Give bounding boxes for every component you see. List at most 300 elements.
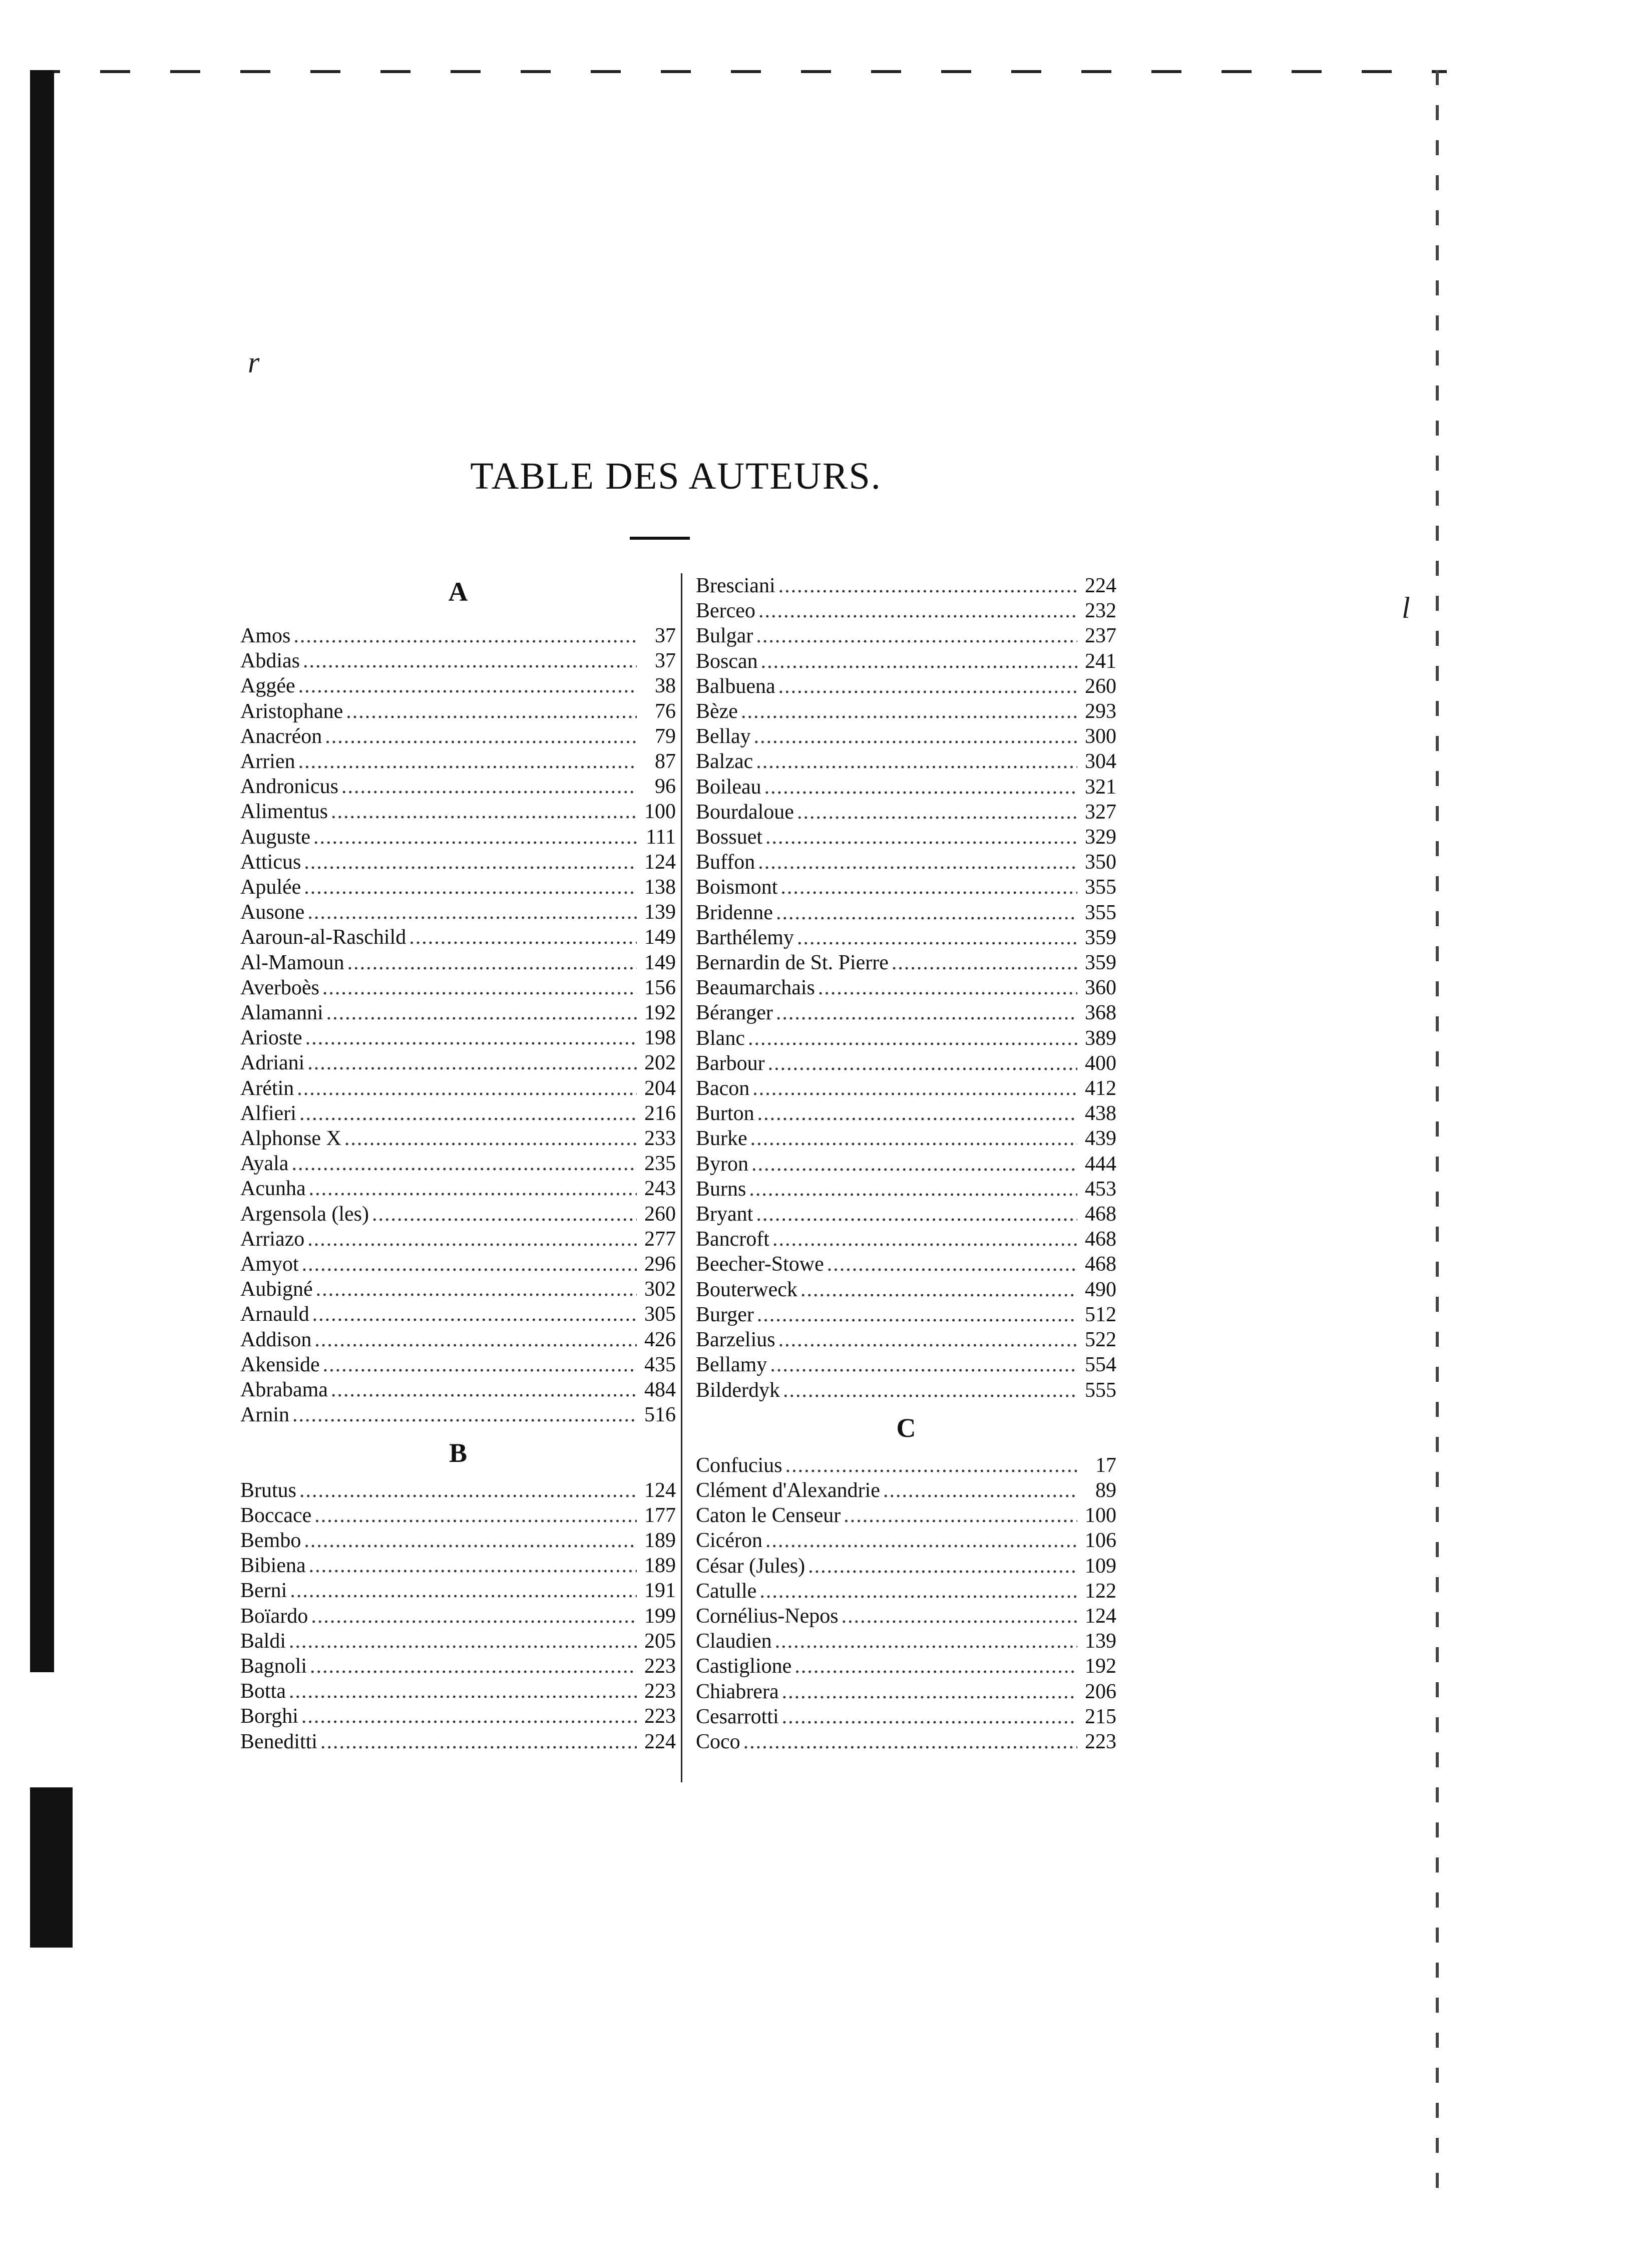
page-number: 412 bbox=[1085, 1077, 1116, 1100]
page-number: 189 bbox=[644, 1529, 676, 1552]
index-entry bbox=[696, 1076, 1116, 1101]
index-entry bbox=[696, 950, 1116, 975]
author-name: Boccace bbox=[240, 1503, 312, 1527]
author-name: Alimentus bbox=[240, 800, 328, 824]
author-name: Bresciani bbox=[696, 574, 775, 597]
dot-leader bbox=[818, 975, 1077, 1000]
index-entry bbox=[240, 1151, 676, 1176]
dot-leader bbox=[309, 1553, 637, 1578]
index-entry bbox=[240, 850, 676, 875]
author-name: Ausone bbox=[240, 901, 305, 924]
index-entry bbox=[240, 1402, 676, 1427]
page-number: 555 bbox=[1085, 1378, 1116, 1402]
dot-leader bbox=[776, 900, 1077, 925]
page-number: 224 bbox=[1085, 574, 1116, 597]
page-number: 111 bbox=[646, 825, 676, 849]
index-entry bbox=[240, 1528, 676, 1553]
dot-leader bbox=[314, 1327, 637, 1352]
dot-leader bbox=[782, 1704, 1077, 1729]
index-entry bbox=[696, 925, 1116, 950]
page-number: 241 bbox=[1085, 649, 1116, 673]
page-number: 79 bbox=[655, 724, 676, 748]
author-name: Balbuena bbox=[696, 674, 775, 698]
dot-leader bbox=[757, 1302, 1077, 1327]
page-number: 490 bbox=[1085, 1278, 1116, 1301]
page-number: 237 bbox=[1085, 624, 1116, 648]
dot-leader bbox=[782, 1679, 1077, 1704]
author-name: César (Jules) bbox=[696, 1554, 805, 1578]
page-number: 389 bbox=[1085, 1026, 1116, 1050]
page-number: 139 bbox=[1085, 1630, 1116, 1653]
page-left-binding-edge bbox=[30, 70, 54, 1672]
dot-leader bbox=[842, 1604, 1077, 1629]
dot-leader bbox=[759, 1579, 1077, 1604]
dot-leader bbox=[313, 825, 637, 850]
dot-leader bbox=[741, 699, 1077, 724]
author-name: Alphonse X bbox=[240, 1127, 341, 1151]
author-name: Boïardo bbox=[240, 1604, 308, 1628]
index-entry bbox=[240, 799, 676, 824]
author-name: Averboès bbox=[240, 976, 319, 999]
page-number: 122 bbox=[1085, 1579, 1116, 1603]
index-entry bbox=[696, 1629, 1116, 1654]
index-entry bbox=[240, 1101, 676, 1126]
index-entry bbox=[240, 1327, 676, 1352]
dot-leader bbox=[291, 1151, 637, 1176]
index-entry bbox=[696, 1227, 1116, 1252]
dot-leader bbox=[892, 950, 1077, 975]
author-name: Bellamy bbox=[696, 1353, 767, 1377]
dot-leader bbox=[293, 623, 637, 648]
author-name: Castiglione bbox=[696, 1655, 792, 1678]
author-name: Beecher-Stowe bbox=[696, 1253, 824, 1276]
dot-leader bbox=[797, 800, 1077, 825]
section-letter: A bbox=[448, 577, 468, 607]
author-name: Clément d'Alexandrie bbox=[696, 1478, 880, 1502]
dot-leader bbox=[331, 799, 637, 824]
index-entry bbox=[240, 1478, 676, 1503]
dot-leader bbox=[770, 1352, 1077, 1377]
page-number: 156 bbox=[644, 976, 676, 999]
author-name: Boismont bbox=[696, 876, 778, 899]
page-number: 37 bbox=[655, 649, 676, 673]
index-entry bbox=[240, 925, 676, 950]
index-entry bbox=[696, 850, 1116, 875]
dot-leader bbox=[758, 850, 1077, 875]
page-number: 554 bbox=[1085, 1353, 1116, 1377]
page-number: 484 bbox=[644, 1378, 676, 1402]
dot-leader bbox=[778, 674, 1077, 699]
page-number: 359 bbox=[1085, 951, 1116, 975]
dot-leader bbox=[344, 1126, 637, 1151]
page-number: 177 bbox=[644, 1503, 676, 1527]
margin-mark-left: r bbox=[248, 346, 260, 379]
dot-leader bbox=[304, 850, 637, 875]
page-number: 435 bbox=[644, 1353, 676, 1376]
dot-leader bbox=[347, 950, 637, 975]
author-name: Aristophane bbox=[240, 699, 343, 723]
page-number: 300 bbox=[1085, 725, 1116, 748]
dot-leader bbox=[775, 1629, 1077, 1654]
page-number: 302 bbox=[644, 1278, 676, 1301]
author-name: Arnauld bbox=[240, 1303, 309, 1326]
page-number: 37 bbox=[655, 624, 676, 647]
dot-leader bbox=[794, 1654, 1077, 1679]
dot-leader bbox=[765, 1528, 1077, 1553]
dot-leader bbox=[756, 1202, 1077, 1227]
author-name: Bourdaloue bbox=[696, 800, 794, 824]
author-name: Confucius bbox=[696, 1453, 782, 1477]
dot-leader bbox=[316, 1277, 637, 1302]
author-name: Addison bbox=[240, 1328, 312, 1351]
author-name: Béranger bbox=[696, 1001, 773, 1025]
page-number: 139 bbox=[644, 901, 676, 924]
dot-leader bbox=[292, 1402, 637, 1427]
page-number: 149 bbox=[644, 926, 676, 949]
index-entry bbox=[696, 1503, 1116, 1528]
author-name: Auguste bbox=[240, 825, 310, 849]
index-left-column bbox=[240, 561, 676, 1754]
dot-leader bbox=[303, 648, 637, 673]
author-name: Bouterweck bbox=[696, 1278, 797, 1301]
dot-leader bbox=[752, 1076, 1077, 1101]
dot-leader bbox=[322, 975, 637, 1000]
page-number: 124 bbox=[644, 1478, 676, 1502]
author-name: Amos bbox=[240, 624, 291, 647]
index-entry bbox=[240, 1126, 676, 1151]
dot-leader bbox=[756, 749, 1077, 774]
page-number: 321 bbox=[1085, 775, 1116, 799]
dot-leader bbox=[765, 825, 1077, 850]
dot-leader bbox=[326, 1000, 637, 1025]
author-name: Claudien bbox=[696, 1630, 772, 1653]
dot-leader bbox=[772, 1227, 1077, 1252]
index-entry bbox=[696, 1704, 1116, 1729]
page-number: 522 bbox=[1085, 1328, 1116, 1352]
index-entry bbox=[240, 749, 676, 774]
page-number: 192 bbox=[1085, 1655, 1116, 1678]
index-entry bbox=[240, 774, 676, 799]
dot-leader bbox=[298, 673, 637, 698]
index-entry bbox=[696, 1202, 1116, 1227]
index-entry bbox=[696, 573, 1116, 598]
page-number: 468 bbox=[1085, 1203, 1116, 1226]
author-name: Bibiena bbox=[240, 1554, 306, 1578]
author-name: Burger bbox=[696, 1303, 754, 1326]
index-entry bbox=[240, 1252, 676, 1277]
author-name: Boscan bbox=[696, 649, 758, 673]
author-name: Aggée bbox=[240, 674, 295, 698]
index-entry bbox=[240, 648, 676, 673]
index-entry bbox=[240, 1277, 676, 1302]
page-number: 223 bbox=[1085, 1730, 1116, 1753]
dot-leader bbox=[761, 649, 1077, 674]
page-number: 124 bbox=[644, 850, 676, 874]
page-number: 296 bbox=[644, 1253, 676, 1276]
page-number: 359 bbox=[1085, 926, 1116, 949]
index-entry bbox=[696, 699, 1116, 724]
author-name: Ayala bbox=[240, 1152, 289, 1176]
page-number: 106 bbox=[1085, 1529, 1116, 1553]
dot-leader bbox=[756, 623, 1077, 648]
author-name: Bridenne bbox=[696, 901, 773, 924]
column-divider bbox=[681, 573, 682, 1782]
page-number: 350 bbox=[1085, 851, 1116, 874]
index-entry bbox=[240, 623, 676, 648]
page-number: 191 bbox=[644, 1579, 676, 1603]
dot-leader bbox=[312, 1302, 637, 1327]
page-number: 149 bbox=[644, 951, 676, 974]
dot-leader bbox=[883, 1478, 1077, 1503]
index-entry bbox=[696, 1277, 1116, 1302]
dot-leader bbox=[341, 774, 637, 799]
dot-leader bbox=[785, 1453, 1077, 1478]
page-number: 260 bbox=[1085, 674, 1116, 698]
dot-leader bbox=[304, 875, 637, 900]
dot-leader bbox=[754, 724, 1077, 749]
page-number: 87 bbox=[655, 750, 676, 774]
section-letter: C bbox=[896, 1412, 916, 1443]
page-number: 100 bbox=[644, 800, 676, 824]
page-number: 512 bbox=[1085, 1303, 1116, 1326]
dot-leader bbox=[764, 775, 1077, 800]
index-entry bbox=[696, 1729, 1116, 1754]
author-name: Berni bbox=[240, 1579, 287, 1603]
author-name: Barzelius bbox=[696, 1328, 775, 1352]
page-number: 192 bbox=[644, 1001, 676, 1025]
page-number: 235 bbox=[644, 1152, 676, 1176]
author-name: Bagnoli bbox=[240, 1654, 307, 1678]
author-name: Bossuet bbox=[696, 826, 763, 849]
author-name: Barbour bbox=[696, 1051, 765, 1075]
index-entry bbox=[240, 1050, 676, 1075]
page-number: 124 bbox=[1085, 1604, 1116, 1628]
index-entry bbox=[696, 975, 1116, 1000]
dot-leader bbox=[304, 1528, 637, 1553]
author-name: Bacon bbox=[696, 1077, 750, 1100]
page-number: 439 bbox=[1085, 1127, 1116, 1151]
index-entry bbox=[240, 1503, 676, 1528]
index-entry bbox=[696, 1679, 1116, 1704]
dot-leader bbox=[750, 1126, 1077, 1151]
index-entry bbox=[240, 699, 676, 724]
index-entry bbox=[696, 1654, 1116, 1679]
dot-leader bbox=[289, 1679, 637, 1704]
author-name: Aubigné bbox=[240, 1278, 313, 1301]
dot-leader bbox=[758, 598, 1077, 623]
page-number: 516 bbox=[644, 1403, 676, 1427]
dot-leader bbox=[320, 1729, 637, 1754]
author-name: Bancroft bbox=[696, 1228, 769, 1251]
index-entry bbox=[696, 875, 1116, 900]
dot-leader bbox=[749, 1177, 1077, 1202]
dot-leader bbox=[778, 1327, 1077, 1352]
index-entry bbox=[240, 673, 676, 698]
page-number: 89 bbox=[1095, 1478, 1116, 1502]
page-number: 232 bbox=[1085, 599, 1116, 623]
author-name: Bèze bbox=[696, 700, 738, 723]
author-name: Acunha bbox=[240, 1177, 306, 1201]
page-number: 243 bbox=[644, 1177, 676, 1201]
dot-leader bbox=[783, 1378, 1077, 1403]
page-number: 468 bbox=[1085, 1253, 1116, 1276]
index-entry bbox=[240, 1629, 676, 1654]
page-number: 199 bbox=[644, 1604, 676, 1628]
author-name: Argensola (les) bbox=[240, 1202, 369, 1226]
page-number: 277 bbox=[644, 1227, 676, 1251]
page-number: 438 bbox=[1085, 1102, 1116, 1125]
index-entry bbox=[696, 1453, 1116, 1478]
author-name: Cicéron bbox=[696, 1529, 762, 1553]
page-number: 204 bbox=[644, 1076, 676, 1100]
dot-leader bbox=[299, 1101, 637, 1126]
author-name: Byron bbox=[696, 1152, 748, 1176]
index-entry bbox=[696, 724, 1116, 749]
author-name: Anacréon bbox=[240, 724, 322, 748]
author-name: Botta bbox=[240, 1680, 286, 1703]
author-name: Abrabama bbox=[240, 1378, 328, 1402]
author-name: Bulgar bbox=[696, 624, 753, 648]
dot-leader bbox=[297, 1076, 637, 1101]
dot-leader bbox=[768, 1051, 1077, 1076]
dot-leader bbox=[301, 1704, 637, 1729]
dot-leader bbox=[314, 1503, 637, 1528]
author-name: Alamanni bbox=[240, 1001, 323, 1025]
page-number: 355 bbox=[1085, 876, 1116, 899]
dot-leader bbox=[307, 1050, 637, 1075]
author-name: Bembo bbox=[240, 1529, 301, 1552]
author-name: Borghi bbox=[240, 1705, 298, 1728]
author-name: Arioste bbox=[240, 1026, 302, 1050]
index-entry bbox=[240, 825, 676, 850]
author-name: Burns bbox=[696, 1177, 746, 1201]
author-name: Bryant bbox=[696, 1203, 753, 1226]
author-name: Catulle bbox=[696, 1579, 757, 1603]
page-number: 216 bbox=[644, 1101, 676, 1125]
page-number: 38 bbox=[655, 674, 676, 698]
page-number: 198 bbox=[644, 1026, 676, 1050]
dot-leader bbox=[844, 1503, 1077, 1528]
dot-leader bbox=[290, 1578, 637, 1603]
index-entry bbox=[240, 1604, 676, 1629]
author-name: Atticus bbox=[240, 850, 301, 874]
index-entry bbox=[696, 598, 1116, 623]
author-name: Coco bbox=[696, 1730, 740, 1753]
author-name: Aaroun-al-Raschild bbox=[240, 926, 407, 949]
section-letter: B bbox=[449, 1437, 468, 1468]
author-name: Adriani bbox=[240, 1051, 305, 1075]
page-number: 189 bbox=[644, 1554, 676, 1578]
dot-leader bbox=[299, 1478, 637, 1503]
author-name: Akenside bbox=[240, 1353, 320, 1376]
index-entry bbox=[240, 1377, 676, 1402]
index-entry bbox=[240, 1654, 676, 1679]
index-entry bbox=[696, 1554, 1116, 1579]
margin-mark-right: l bbox=[1402, 591, 1410, 624]
index-entry bbox=[696, 1101, 1116, 1126]
dot-leader bbox=[311, 1604, 637, 1629]
index-entry bbox=[696, 1126, 1116, 1151]
author-name: Apulée bbox=[240, 876, 301, 899]
index-entry bbox=[240, 1704, 676, 1729]
dot-leader bbox=[757, 1101, 1077, 1126]
index-entry bbox=[240, 1176, 676, 1201]
author-name: Andronicus bbox=[240, 775, 338, 799]
author-name: Burke bbox=[696, 1127, 747, 1151]
author-name: Bernardin de St. Pierre bbox=[696, 951, 889, 975]
author-name: Buffon bbox=[696, 851, 755, 874]
page-number: 223 bbox=[644, 1654, 676, 1678]
page-number: 360 bbox=[1085, 976, 1116, 1000]
page-number: 305 bbox=[644, 1303, 676, 1326]
author-name: Baldi bbox=[240, 1629, 286, 1653]
page-number: 444 bbox=[1085, 1152, 1116, 1176]
author-name: Abdias bbox=[240, 649, 300, 673]
index-entry bbox=[696, 1252, 1116, 1277]
page-number: 260 bbox=[644, 1202, 676, 1226]
page-number: 368 bbox=[1085, 1001, 1116, 1025]
index-entry bbox=[240, 1076, 676, 1101]
page-number: 109 bbox=[1085, 1554, 1116, 1578]
index-entry bbox=[696, 1579, 1116, 1604]
page-number: 453 bbox=[1085, 1177, 1116, 1201]
page-number: 138 bbox=[644, 876, 676, 899]
index-entry bbox=[696, 674, 1116, 699]
index-entry bbox=[696, 1026, 1116, 1051]
dot-leader bbox=[748, 1026, 1077, 1051]
page-number: 96 bbox=[655, 775, 676, 799]
author-name: Boileau bbox=[696, 775, 761, 799]
dot-leader bbox=[325, 724, 637, 749]
author-name: Burton bbox=[696, 1102, 754, 1125]
index-entry bbox=[240, 1553, 676, 1578]
index-entry bbox=[696, 1528, 1116, 1553]
index-entry bbox=[240, 1227, 676, 1252]
index-entry bbox=[240, 1679, 676, 1704]
index-entry bbox=[696, 1051, 1116, 1076]
dot-leader bbox=[808, 1554, 1077, 1579]
author-name: Beneditti bbox=[240, 1730, 317, 1753]
author-name: Alfieri bbox=[240, 1101, 296, 1125]
index-right-column bbox=[696, 573, 1116, 1754]
index-entry bbox=[696, 1604, 1116, 1629]
page-number: 327 bbox=[1085, 800, 1116, 824]
page-number: 293 bbox=[1085, 700, 1116, 723]
index-entry bbox=[240, 1025, 676, 1050]
dot-leader bbox=[307, 1227, 637, 1252]
author-name: Berceo bbox=[696, 599, 755, 623]
dot-leader bbox=[305, 1025, 637, 1050]
index-entry bbox=[696, 1177, 1116, 1202]
dot-leader bbox=[307, 900, 637, 925]
author-name: Al-Mamoun bbox=[240, 951, 344, 974]
page-number: 202 bbox=[644, 1051, 676, 1075]
author-name: Balzac bbox=[696, 750, 753, 774]
index-entry bbox=[696, 623, 1116, 648]
dot-leader bbox=[323, 1352, 637, 1377]
index-entry bbox=[696, 1152, 1116, 1177]
page-number: 76 bbox=[655, 699, 676, 723]
index-entry bbox=[240, 1000, 676, 1025]
page-number: 329 bbox=[1085, 826, 1116, 849]
index-entry bbox=[240, 1202, 676, 1227]
index-entry bbox=[696, 775, 1116, 800]
index-entry bbox=[696, 1000, 1116, 1025]
page-number: 206 bbox=[1085, 1680, 1116, 1703]
page-title: TABLE DES AUTEURS. bbox=[470, 455, 882, 497]
page-number: 223 bbox=[644, 1680, 676, 1703]
page-number: 215 bbox=[1085, 1705, 1116, 1728]
